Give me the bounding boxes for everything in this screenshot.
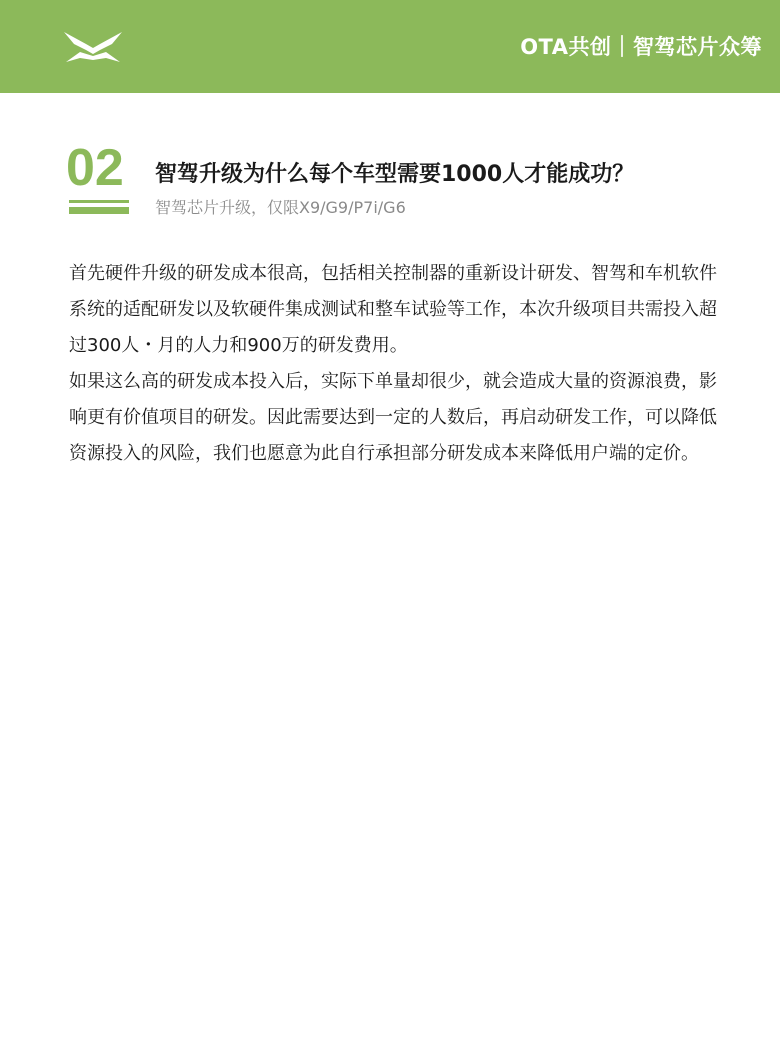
body-paragraph-2: 如果这么高的研发成本投入后，实际下单量却很少，就会造成大量的资源浪费，影响更有价值项目的研发。因此需要达到一定的人数后，再启动研发工作，可以降低资源投入的风险，我们也愿意为此自行承担部分研发成本来降低用户端的定价。 <box>69 371 717 464</box>
section-number: 02 <box>66 139 124 197</box>
section-number-underline-thick <box>69 207 129 214</box>
section-title: 智驾升级为什么每个车型需要1000人才能成功？ <box>155 162 635 187</box>
body-paragraph-1: 首先硬件升级的研发成本很高，包括相关控制器的重新设计研发、智驾和车机软件系统的适配研发以及软硬件集成测试和整车试验等工作，本次升级项目共需投入超过300人・月的人力和900万的研发费用。 <box>69 263 717 356</box>
body-text <box>69 256 719 472</box>
xpeng-logo-icon <box>62 30 124 64</box>
section-number-underline <box>69 200 129 203</box>
header-bar <box>0 0 780 93</box>
header-title: OTA共创｜智驾芯片众筹 <box>520 35 762 59</box>
section-subtitle: 智驾芯片升级，仅限X9/G9/P7i/G6 <box>155 198 406 217</box>
